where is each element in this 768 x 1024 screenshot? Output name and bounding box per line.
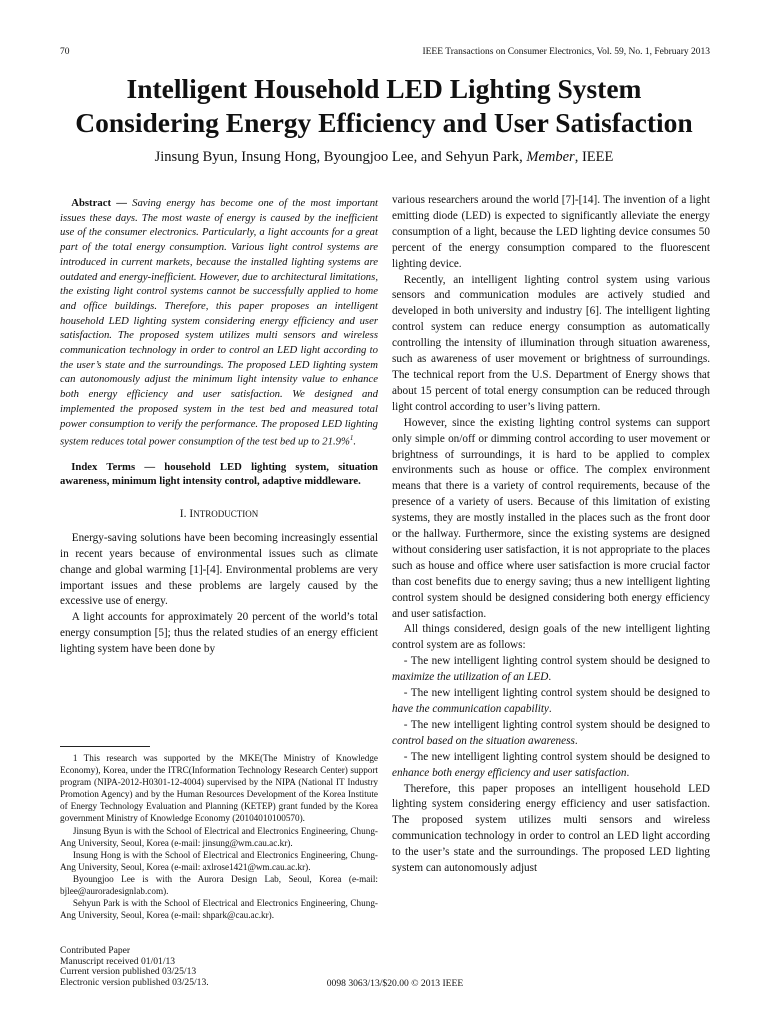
body-paragraph: A light accounts for approximately 20 percent of the world’s total energy consumption [5]; thus the related studies of an energy efficient lighting system have been done by (60, 611, 378, 656)
left-column (60, 196, 378, 658)
contributed-label: Contributed Paper (60, 945, 131, 956)
current-version-date: Current version published 03/25/13 (60, 966, 197, 978)
section-heading-introduction (60, 507, 378, 523)
received-date: Manuscript received 01/01/13 (60, 955, 176, 967)
title-line-1: Intelligent Household LED Lighting System (126, 73, 642, 104)
goal-emphasis: maximize the utilization of an LED (392, 671, 549, 684)
body-paragraph: Recently, an intelligent lighting control system using various sensors and communication modules are actively studied and developed in both university and industry [6]. The intelligent lighting control system can reduce energy consumption as automatically controlling the intensity of illumination through situation awareness, such as awareness of user movement or brightness of surroundings. The technical report from the U.S. Department of Energy shows that about 15 percent of total energy consumption can be reduced through light control according to user’s living pattern. (392, 273, 710, 413)
author-list (0, 149, 768, 166)
manuscript-info (60, 946, 209, 988)
footnote-author: Insung Hong is with the School of Electrical and Electronics Engineering, Chung-Ang University, Seoul, Korea (e-mail: axlrose1421@wm.cau.ac.kr). (60, 849, 378, 872)
body-paragraph: However, since the existing lighting control systems can support only simple on/off or dimming control according to user movement or brightness of surroundings, it is hard to be applied to complex environments such as house or office. The complex environment means that there is a variety of control requirements, because of the presence of a variety of users. Because of this limitation of existing systems, they are mostly installed in the places such as the front door or the hallway. Furthermore, since the existing systems are designed without considering user satisfaction, it is not appropriate to the places such as house and office where user satisfaction is more crucial factor than cost benefits due to energy saving; thus a new intelligent lighting control system should be designed considering both energy efficiency and user satisfaction. (392, 416, 710, 620)
abstract-end: . (353, 435, 357, 448)
design-goal-item (392, 686, 710, 718)
goal-emphasis: enhance both energy efficiency and user satisfaction (392, 766, 627, 779)
section-title-initial: I (189, 507, 194, 520)
goal-suffix: . (626, 766, 630, 779)
journal-citation: IEEE Transactions on Consumer Electronics, Vol. 59, No. 1, February 2013 (422, 47, 710, 57)
body-paragraph: All things considered, design goals of the new intelligent lighting control system are as follows: (392, 623, 710, 652)
goal-emphasis: have the communication capability (392, 703, 549, 715)
author-suffix: , IEEE (574, 149, 614, 165)
electronic-version-date: Electronic version published 03/25/13. (60, 976, 209, 988)
copyright-line: 0098 3063/13/$20.00 © 2013 IEEE (326, 978, 464, 989)
footnote-author: Byoungjoo Lee is with the Aurora Design Lab, Seoul, Korea (e-mail: bjlee@auroradesignlab.com). (60, 873, 378, 897)
footnote-rule (60, 746, 150, 747)
author-role: Member (526, 149, 575, 165)
goal-prefix: - The new intelligent lighting control system should be designed to (403, 655, 710, 668)
section-numeral: I. (179, 507, 187, 520)
body-paragraph: Therefore, this paper proposes an intelligent household LED lighting system considering energy efficiency and user satisfaction. The proposed system utilizes multi sensors and wireless communication technology in order to control an LED light according to the user’s state and the surroundings. The proposed LED lighting system can autonomously adjust (392, 782, 710, 875)
design-goal-item (392, 654, 710, 686)
page-number: 70 (60, 47, 70, 57)
body-paragraph: various researchers around the world [7]-[14]. The invention of a light emitting diode (LED) is expected to significantly alleviate the energy consumption of a light, because the LED lighting device consumes 50 percent of the energy consumption compared to the fluorescent lighting device. (392, 194, 710, 270)
footnote-funding: 1 This research was supported by the MKE(The Ministry of Knowledge Economy), Korea, under the ITRC(Information Technology Research Center) support program (NIPA-2012-H0301-12-4004) supervised by the NIPA (National IT Industry Promotion Agency) and by the Human Resources Development of the Korea Institute of Energy Technology Evaluation and Planning (KETEP) grant funded by the Korea government Ministry of Knowledge Economy (20104010100570). (60, 753, 378, 824)
footnote-author: Sehyun Park is with the School of Electrical and Electronics Engineering, Chung-Ang University, Seoul, Korea (e-mail: shpark@cau.ac.kr). (60, 898, 378, 921)
abstract-text: Saving energy has become one of the most important issues these days. The most waste of energy is caused by the inefficient use of the consumer electronics. Particularly, a light accounts for a great part of the total energy consumption. Various light control systems are introduced in current markets, because the installed lighting systems are outdated and energy-inefficient. However, due to architectural limitations, the existing light control systems cannot be successfully applied to home and office buildings. Therefore, this paper proposes an intelligent household LED lighting system considering energy efficiency and user satisfaction. The proposed system utilizes multi sensors and wireless communication technology in order to control an LED light according to the user’s state and the surroundings. The proposed LED lighting system can autonomously adjust the minimum light intensity value to enhance both energy efficiency and user satisfaction. We designed and implemented the proposed system in the test bed and measured total power consumption to verify the performance. The proposed LED lighting system reduces total power consumption of the test bed up to 21.9% (60, 197, 379, 448)
footnotes (60, 752, 378, 921)
footnote-author: Jinsung Byun is with the School of Electrical and Electronics Engineering, Chung-Ang University, Seoul, Korea (e-mail: jinsung@wm.cau.ac.kr). (60, 825, 378, 848)
abstract (60, 196, 378, 450)
paper-title (0, 72, 768, 140)
author-names: Jinsung Byun, Insung Hong, Byoungjoo Lee, and Sehyun Park, (154, 149, 523, 165)
goal-prefix: - The new intelligent lighting control system should be designed to (403, 687, 710, 700)
goal-prefix: - The new intelligent lighting control system should be designed to (403, 750, 710, 763)
abstract-footnote-mark: 1 (349, 434, 354, 443)
body-paragraph: Energy-saving solutions have been becoming increasingly essential in recent years because of environmental issues such as climate change and global warming [1]-[4]. Environmental problems are very important issues and these problems are largely caused by the excessive use of energy. (60, 531, 378, 608)
abstract-label: Abstract — (71, 197, 127, 209)
goal-suffix: . (548, 671, 552, 684)
right-column (392, 193, 710, 877)
design-goal-item (392, 750, 710, 782)
title-line-2: Considering Energy Efficiency and User Satisfaction (75, 107, 693, 138)
design-goal-item (392, 718, 710, 750)
goal-suffix: . (548, 703, 552, 715)
section-title-rest: NTRODUCTION (193, 508, 259, 519)
goal-emphasis: control based on the situation awareness (392, 734, 575, 747)
goal-suffix: . (574, 734, 578, 747)
index-terms: Index Terms — household LED lighting system, situation awareness, minimum light intensity control, adaptive middleware. (60, 460, 378, 488)
goal-prefix: - The new intelligent lighting control system should be designed to (403, 718, 710, 731)
